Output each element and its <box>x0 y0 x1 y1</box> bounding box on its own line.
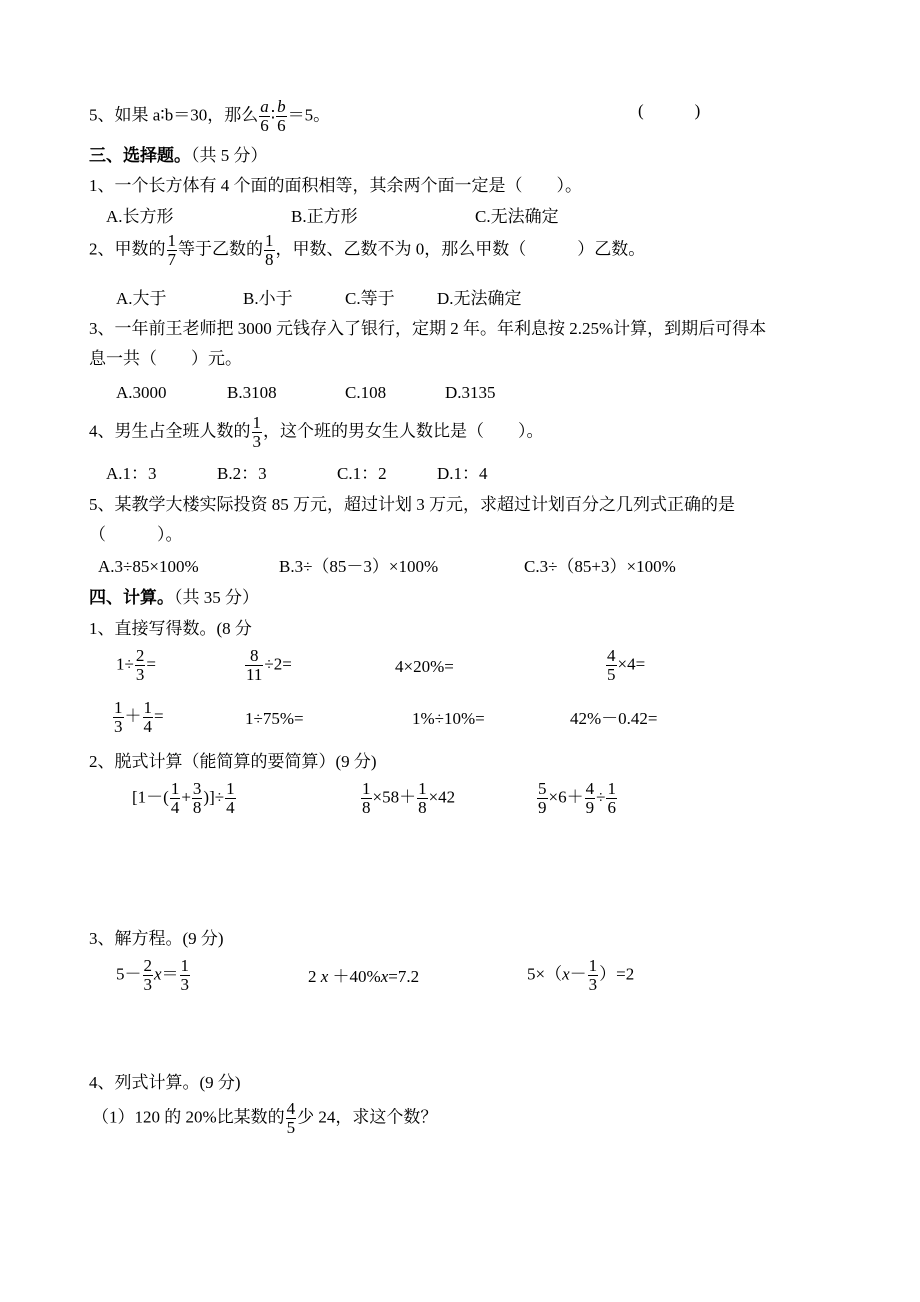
section-3-heading <box>89 145 268 167</box>
q3-option-d: D.3135 <box>445 383 496 402</box>
q5-line1: 5、某教学大楼实际投资 85 万元，超过计划 3 万元，求超过计划百分之几列式正确的是 <box>89 495 735 514</box>
equation: 2 x ＋40%x=7.2 <box>308 967 420 986</box>
sec2-q5: 5、如果 a∶b＝30，那么 $\frac{a}{6}$ ∶ $\frac{b}{6}$ ＝5。 <box>89 97 331 135</box>
q1-option-c: C.无法确定 <box>475 207 559 226</box>
calc-expr: 1÷ $\frac{2}{3}$ = <box>116 646 156 684</box>
fraction: $\frac{1}{8}$ <box>265 231 274 269</box>
q2-stem: 2、甲数的 $\frac{1}{7}$ 等于乙数的 $\frac{1}{8}$ ，甲数、乙数不为 0，那么甲数（ ）乙数。 <box>89 231 646 269</box>
calc-expr: 42%－0.42= <box>570 709 658 728</box>
q4-stem: 4、男生占全班人数的 $\frac{1}{3}$ ，这个班的男女生人数比是（ ）。 <box>89 413 544 451</box>
section-title: 四、计算。 <box>89 588 174 607</box>
q1-stem: 1、一个长方体有 4 个面的面积相等，其余两个面一定是（ ）。 <box>89 176 582 195</box>
q5-line2: （ ）。 <box>89 525 183 544</box>
q2-option-c: C.等于 <box>345 289 395 308</box>
answer-paren: ( ) <box>638 101 701 120</box>
calc-expr: $\frac{1}{3}$ ＋ $\frac{1}{4}$ = <box>114 698 164 736</box>
calc-expr: $\frac{1}{8}$ ×58＋ $\frac{1}{8}$ ×42 <box>362 779 456 817</box>
sec2-q5-text-b: ＝5。 <box>287 105 331 125</box>
q1-option-a: A.长方形 <box>106 207 174 226</box>
calc-expr: 4×20%= <box>395 657 454 676</box>
fraction: $\frac{a}{6}$ <box>260 97 269 135</box>
q3-line2: 息一共（ ）元。 <box>89 349 242 368</box>
section-4-heading <box>89 587 259 609</box>
calc-expr: $\frac{5}{9}$ ×6＋ $\frac{4}{9}$ ÷ $\frac{1}{6}$ <box>538 779 616 817</box>
q5-option-c: C.3÷（85+3）×100% <box>524 557 676 576</box>
equation: 5×（x－ $\frac{1}{3}$ ）=2 <box>527 956 635 994</box>
fraction: $\frac{1}{3}$ <box>252 413 261 451</box>
section-score: （共 5 分） <box>191 146 268 165</box>
q3-line1: 3、一年前王老师把 3000 元钱存入了银行，定期 2 年。年利息按 2.25%计算，到期后可得本 <box>89 319 767 338</box>
q4-option-a: A.1：3 <box>106 464 157 483</box>
section-title: 三、选择题。 <box>89 146 191 165</box>
p1-title: 1、直接写得数。(8 分 <box>89 619 252 638</box>
calc-expr: 1%÷10%= <box>412 709 485 728</box>
q3-option-b: B.3108 <box>227 383 277 402</box>
p3-title: 3、解方程。(9 分) <box>89 929 224 948</box>
sec2-q5-text-a: 5、如果 a∶b＝30，那么 <box>89 105 259 125</box>
p2-title: 2、脱式计算（能简算的要简算）(9 分) <box>89 752 377 771</box>
q2-option-a: A.大于 <box>116 289 167 308</box>
q3-option-c: C.108 <box>345 383 387 402</box>
q3-option-a: A.3000 <box>116 383 167 402</box>
calc-expr: 1÷75%= <box>245 709 304 728</box>
fraction: $\frac{1}{7}$ <box>167 231 176 269</box>
p4-title: 4、列式计算。(9 分) <box>89 1073 241 1092</box>
word-problem: （1）120 的 20%比某数的 $\frac{4}{5}$ 少 24，求这个数？ <box>92 1099 438 1137</box>
q1-option-b: B.正方形 <box>291 207 358 226</box>
calc-expr: [1－( $\frac{1}{4}$ + $\frac{3}{8}$ )]÷ $\frac{1}{4}$ <box>132 779 235 817</box>
q2-option-b: B.小于 <box>243 289 293 308</box>
q5-option-b: B.3÷（85－3）×100% <box>279 557 439 576</box>
q4-option-d: D.1：4 <box>437 464 488 483</box>
section-score: （共 35 分） <box>174 588 259 607</box>
calc-expr: $\frac{8}{11}$ ÷2= <box>246 646 292 684</box>
fraction: $\frac{b}{6}$ <box>277 97 286 135</box>
q2-option-d: D.无法确定 <box>437 289 522 308</box>
equation: 5－ $\frac{2}{3}$ x＝ $\frac{1}{3}$ <box>116 956 190 994</box>
q4-option-b: B.2：3 <box>217 464 267 483</box>
q4-option-c: C.1：2 <box>337 464 387 483</box>
calc-expr: $\frac{4}{5}$ ×4= <box>607 646 646 684</box>
q5-option-a: A.3÷85×100% <box>98 557 199 576</box>
